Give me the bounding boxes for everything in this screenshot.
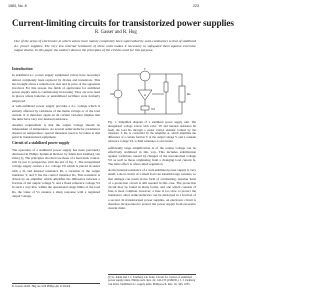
figure-1-caption: Fig. 1. Simplified diagram of a stabilized power supply unit. The unregulated voltage source with e.m.f. V0 and internal resistance Ri feeds the load Rs through a series control element formed by the transistor T. Rs, is controlled by the amplifier A, which amplifies the difference of a certain fraction V of the output voltage V, and a constant reference voltage Vd, to limit resistance. Load current.: [108, 120, 196, 143]
divider-symbol: [164, 82, 168, 92]
circuit-paragraph: The operation of a stabilized power supply has been previously discussed in Philips Technical Review by Klein and Zaalberg van Zelst [1]. The principles involved are those of a feed-back control, will be put to perspective with the aid of fig. 1. The unregulated voltage supply creates a d.c. voltage V0 which is placed in series with a D, and internal resistance Ri, a variation of the output transistor T, and V the the control transistor Rs. This transistor is driven by an amplifier which amplifies the difference between a fraction of the output voltage V, and a fixed reference voltage Vd in such a way that, within the operational range limits of the load Rs, the value of Vs ensures a sharp response with a regulated output voltage.: [12, 147, 100, 198]
left-column: [12, 66, 100, 200]
reference-footnote: [1] G. Klein and J. J. Zaalberg van Zelst, Circuit for control of stabilized power supply units, Philips tech. Rev. 22, 142-155 (1960/61). J. J. Zaalberg van Zelst, Stabilized d.c. supply units, Philips tech. Rev. 16, 343, 1955.: [108, 275, 196, 286]
right-column: [108, 66, 196, 212]
label-a: A: [144, 93, 147, 97]
load-resistor-symbol: [179, 86, 185, 102]
paper-title: Current-limiting circuits for transistorized power supplies: [12, 18, 234, 28]
transistor-symbol: [140, 71, 150, 81]
page-number: 223: [193, 4, 199, 8]
issue-label: 1983, No. 8: [8, 4, 27, 8]
right-paragraph: sufficiently large amplification A of the output voltage can be effectively stabilized in this way. This includes stabilization against variations caused by changes of the uncontrolled voltage V0 as well as those originating from a changing load current Is. The latter effect is often called regulation.: [108, 145, 196, 167]
circuit-diagram: [108, 66, 196, 120]
intro-paragraph: A well-stabilized power supply provides a d.c. voltage which is entirely affected by variations of the mains voltage or of the load current. It is therefore again an all current variation implies that the units have very low internal resistance.: [12, 104, 100, 122]
intro-heading: Introduction: [12, 67, 33, 71]
reference-symbol: [141, 106, 149, 110]
author-affiliation-footnote: R. Gasser and R. Hug are with Philips AG at Zürich.: [12, 283, 100, 288]
label-v0: V0: [110, 92, 114, 96]
right-paragraph: As the internal resistance of a well-stabilized power supply is very small, a short circuit of a small load can transmit large currents, so that damage can result in the form of overheating. Another form of a protection circuit is still needed in this case. The protection circuit may be found in many forms, and one which consists of fuse is most common, however; a fuse is too slow to protect the transistors, since semiconductors can be destroyed in a fraction of a second. In transistorized power supplies, an electronic circuit is therefore incorporated to protect the power supply from excessive current drain.: [108, 168, 196, 211]
voltage-source-symbol: [114, 90, 122, 98]
circuit-heading: Circuit of a stabilized power supply: [12, 141, 70, 146]
intro-paragraph: In stabilized d.c. power supply equipment valves have nowadays almost completely been replaced by diodes and transistors. This has brought about a reduction in size and in price of the apparatus involved. For this reason, the fields of application for stabilized power supply units is continuously increasing. They are now used in places where batteries or unstabilized rectifiers were formerly employed.: [12, 73, 100, 103]
intro-paragraph: Another requirement is that the output voltage should be independent of temperature. As several semiconductor parameters depend on temperature, special measures need to be taken at this point in transistorized equipment.: [12, 122, 100, 140]
label-vd: Vd: [151, 107, 155, 111]
paper-abstract: One of the areas of electronics in which valves have mainly completely been superseded by semi-conductors is that of stabilized d.c. power supplies. The very low internal resistance of these units makes it necessary to safeguard them against excessive output drains. In this paper the authors discuss the principles of the circuits used for this purpose.: [14, 39, 196, 53]
figure-1-diagram: [108, 66, 196, 120]
label-rs: Rs: [187, 92, 191, 96]
running-header: [8, 4, 199, 12]
paper-authors: R. Gasser and R. Hug: [95, 30, 137, 35]
label-t: T: [144, 67, 146, 71]
